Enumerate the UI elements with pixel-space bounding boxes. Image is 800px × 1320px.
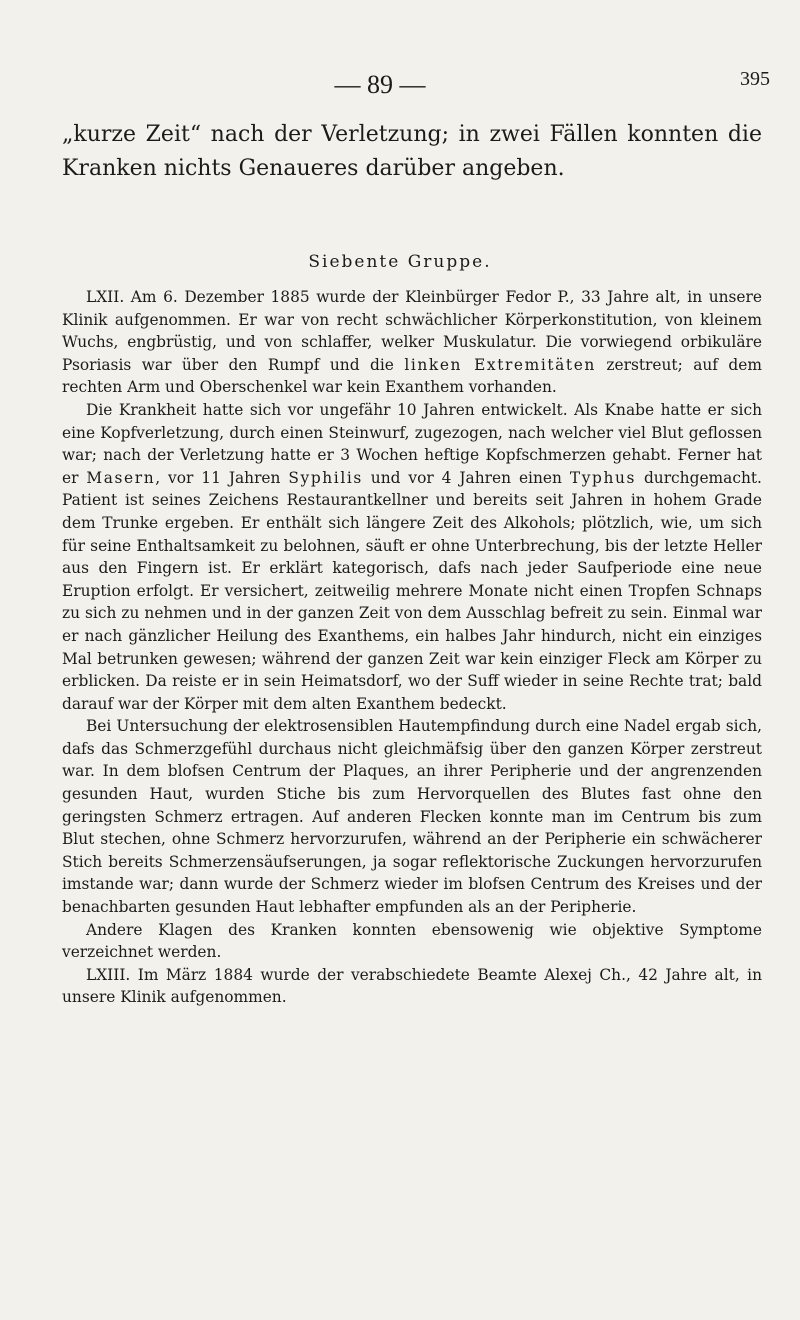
spaced-text: linken Extremitäten <box>404 355 596 374</box>
paragraph-complaints: Andere Klagen des Kranken konnten ebensowenig wie objektive Symptome verzeichnet werden. <box>62 920 762 962</box>
section-title: Siebente Gruppe. <box>308 252 492 272</box>
text-run: und vor 4 Jahren einen <box>370 468 562 487</box>
text-run: , vor 11 Jahren <box>155 468 281 487</box>
intro-paragraph: „kurze Zeit“ nach der Verletzung; in zwei Fällen konnten die Kranken nichts Genaueres darüber angeben. <box>62 122 762 181</box>
spaced-text: Typhus <box>569 468 636 487</box>
text-run: LXII. Am 6. Dezember 1885 wurde der Kleinbürger Fedor P., 33 Jahre alt, in unsere Klinik aufgenommen. Er war von recht schwächlicher Körperkonstitution, von kleinem Wuchs, engbrüstig, und von schlaffer, welker Muskulatur. Die vorwiegend orbikuläre Psoriasis war über den Rumpf und die <box>62 288 762 374</box>
page-header <box>0 68 800 102</box>
body-text <box>62 286 762 1009</box>
spaced-text: Masern <box>86 468 156 487</box>
text-run: durchgemacht. Patient ist seines Zeichens Restaurantkellner und bereits seit Jahren in hohem Grade dem Trunke ergeben. Er enthält sich längere Zeit des Alkohols; plötzlich, wie, um sich für seine Enthaltsamkeit zu belohnen, säuft er ohne Unterbrechung, bis der letzte Heller aus den Fingern ist. Er erklärt kategorisch, dafs nach jeder Saufperiode eine neue Eruption erfolgt. Er versichert, zeitweilig mehrere Monate nicht einen Tropfen Schnaps zu sich zu nehmen und in der ganzen Zeit von dem Ausschlag befreit zu sein. Einmal war er nach gänzlicher Heilung des Exanthems, ein halbes Jahr hindurch, nicht ein einziges Mal betrunken gewesen; während der ganzen Zeit war kein einziger Fleck am Körper zu erblicken. Da reiste er in sein Heimatsdorf, wo der Suff wieder in seine Rechte trat; bald darauf war der Körper mit dem alten Exanthem bedeckt. <box>62 468 762 713</box>
paragraph-case-63: LXIII. Im März 1884 wurde der verabschiedete Beamte Alexej Ch., 42 Jahre alt, in unsere Klinik aufgenommen. <box>62 965 762 1007</box>
paragraph-history <box>62 399 762 715</box>
alt-page-number: 395 <box>740 68 770 90</box>
text-run: zerstreut; auf dem rechten Arm und Oberschenkel war kein Exanthem vorhanden. <box>62 355 762 397</box>
paragraph-examination: Bei Untersuchung der elektrosensiblen Hautempfindung durch eine Nadel ergab sich, dafs das Schmerzgefühl durchaus nicht gleichmäfsig über den ganzen Körper zerstreut war. In dem blofsen Centrum der Plaques, an ihrer Peripherie und der angrenzenden gesunden Haut, wurden Stiche bis zum Hervorquellen des Blutes fast ohne den geringsten Schmerz ertragen. Auf anderen Flecken konnte man im Centrum bis zum Blut stechen, ohne Schmerz hervorzurufen, während an der Peripherie ein schwächerer Stich bereits Schmerzensäufserungen, ja sogar reflektorische Zuckungen hervorzurufen imstande war; dann wurde der Schmerz wieder im blofsen Centrum des Kreises und der benachbarten gesunden Haut lebhafter empfunden als an der Peripherie. <box>62 717 762 917</box>
paragraph-case-62 <box>62 286 762 399</box>
spaced-text: Syphilis <box>288 468 363 487</box>
page-number: — 89 — <box>334 70 426 99</box>
text-run: Die Krankheit hatte sich vor ungefähr 10 Jahren entwickelt. Als Knabe hatte er sich eine Kopfverletzung, durch einen Steinwurf, zugezogen, nach welcher viel Blut geflossen war; nach der Verletzung hatte er 3 Wochen heftige Kopfschmerzen gehabt. Ferner hat er <box>62 400 762 487</box>
